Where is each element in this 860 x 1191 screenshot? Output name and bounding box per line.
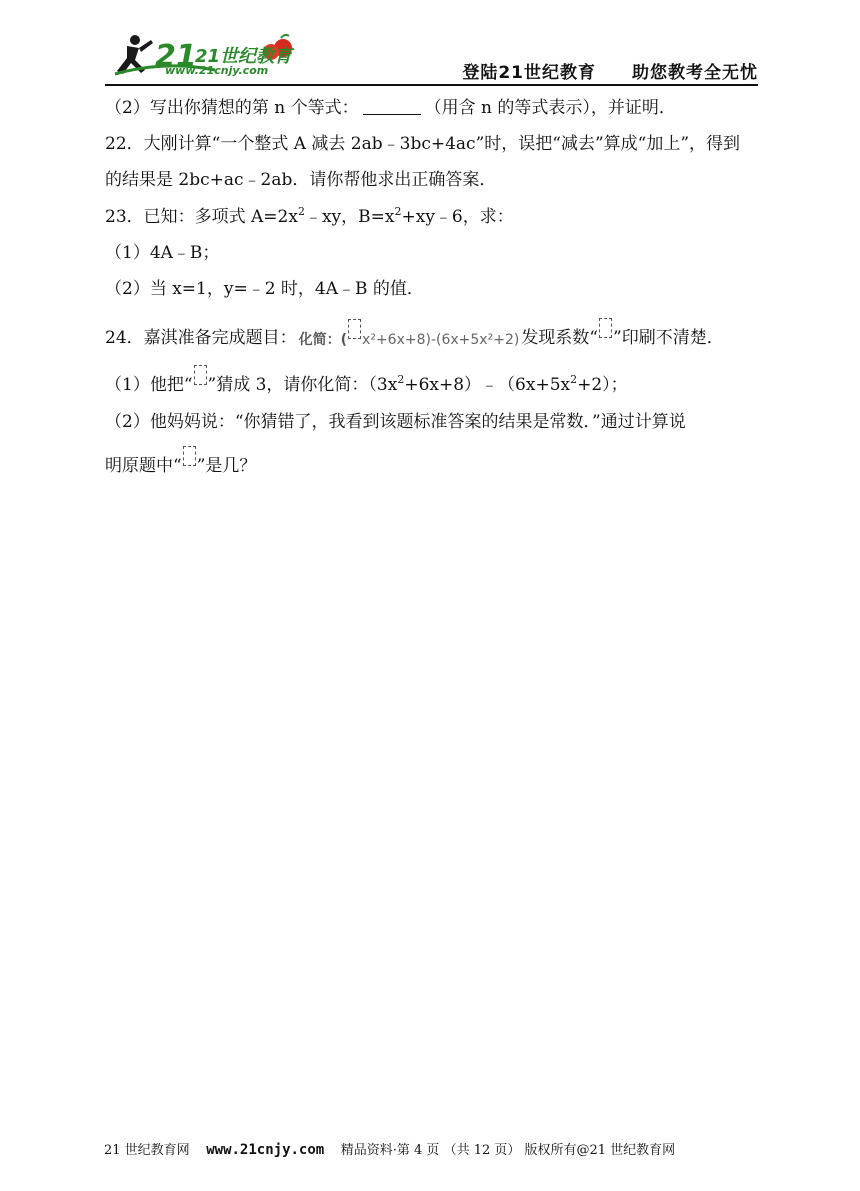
- q24-2-text-b: ”是几？: [196, 456, 257, 476]
- unclear-coefficient-box: [599, 318, 612, 338]
- unclear-coefficient-box: [183, 446, 196, 466]
- question-24-part-2-line-2: [105, 452, 256, 478]
- q24-1-text-d: +2）；: [577, 375, 628, 395]
- question-23: [105, 205, 514, 229]
- page-footer: [104, 1139, 764, 1158]
- logo-url: www.21cnjy.com: [165, 64, 269, 77]
- superscript: 2: [297, 205, 305, 218]
- header-slogan: 登陆21世纪教育 助您教考全无忧: [462, 63, 758, 83]
- q24-1-text-b: ”猜成 3，请你化简：（3x: [207, 375, 398, 395]
- footer-site-name: 21 世纪教育网: [104, 1143, 190, 1158]
- q24-1-text-a: （1）他把“: [105, 375, 193, 395]
- header-divider: [105, 84, 758, 86]
- q23-text-c: +xy﹣6，求：: [401, 207, 514, 227]
- superscript: 2: [394, 205, 402, 218]
- q24-text-a: 24．嘉淇准备完成题目：: [105, 328, 297, 348]
- unclear-coefficient-box: [194, 365, 207, 385]
- page-header: [105, 30, 758, 84]
- q24-text-c: ”印刷不清楚．: [613, 328, 724, 348]
- question-21-part-2: [105, 96, 676, 120]
- q24-2-text-a: 明原题中“: [105, 456, 182, 476]
- expression-image: [299, 325, 520, 352]
- q23-text-b: ﹣xy，B=x: [304, 207, 395, 227]
- svg-text:21: 21: [155, 39, 197, 74]
- logo-text: 21世纪教育: [195, 46, 293, 67]
- question-23-part-1: （1）4A﹣B；: [105, 243, 220, 263]
- expression-prefix: 化简：(: [298, 332, 348, 348]
- question-24-part-1: [105, 371, 628, 397]
- footer-page-info: 精品资料·第 4 页 （共 12 页） 版权所有@21 世纪教育网: [340, 1143, 676, 1158]
- unclear-coefficient-box: [348, 319, 361, 339]
- question-23-part-2: （2）当 x=1，y=﹣2 时，4A﹣B 的值．: [105, 279, 424, 299]
- question-22-line-1: 22．大刚计算“一个整式 A 减去 2ab﹣3bc+4ac”时，误把“减去”算成“加上”，得到: [105, 134, 741, 154]
- expression-text: x²+6x+8)-(6x+5x²+2): [362, 332, 520, 348]
- question-24-part-2-line-1: （2）他妈妈说：“你猜错了，我看到该题标准答案的结果是常数．”通过计算说: [105, 412, 686, 432]
- q24-1-text-c: +6x+8）﹣（6x+5x: [404, 375, 571, 395]
- question-22-line-2: 的结果是 2bc+ac﹣2ab．请你帮他求出正确答案．: [105, 170, 497, 190]
- question-24: [105, 324, 724, 357]
- q23-text-a: 23．已知：多项式 A=2x: [105, 207, 298, 227]
- q21-text-b: （用含 n 的等式表示），并证明．: [424, 98, 676, 118]
- footer-url[interactable]: www.21cnjy.com: [206, 1142, 325, 1158]
- superscript: 2: [397, 373, 405, 386]
- q24-text-b: 发现系数“: [521, 328, 599, 348]
- q21-text-a: （2）写出你猜想的第 n 个等式：: [105, 98, 359, 118]
- superscript: 2: [570, 373, 578, 386]
- answer-blank: [363, 98, 421, 115]
